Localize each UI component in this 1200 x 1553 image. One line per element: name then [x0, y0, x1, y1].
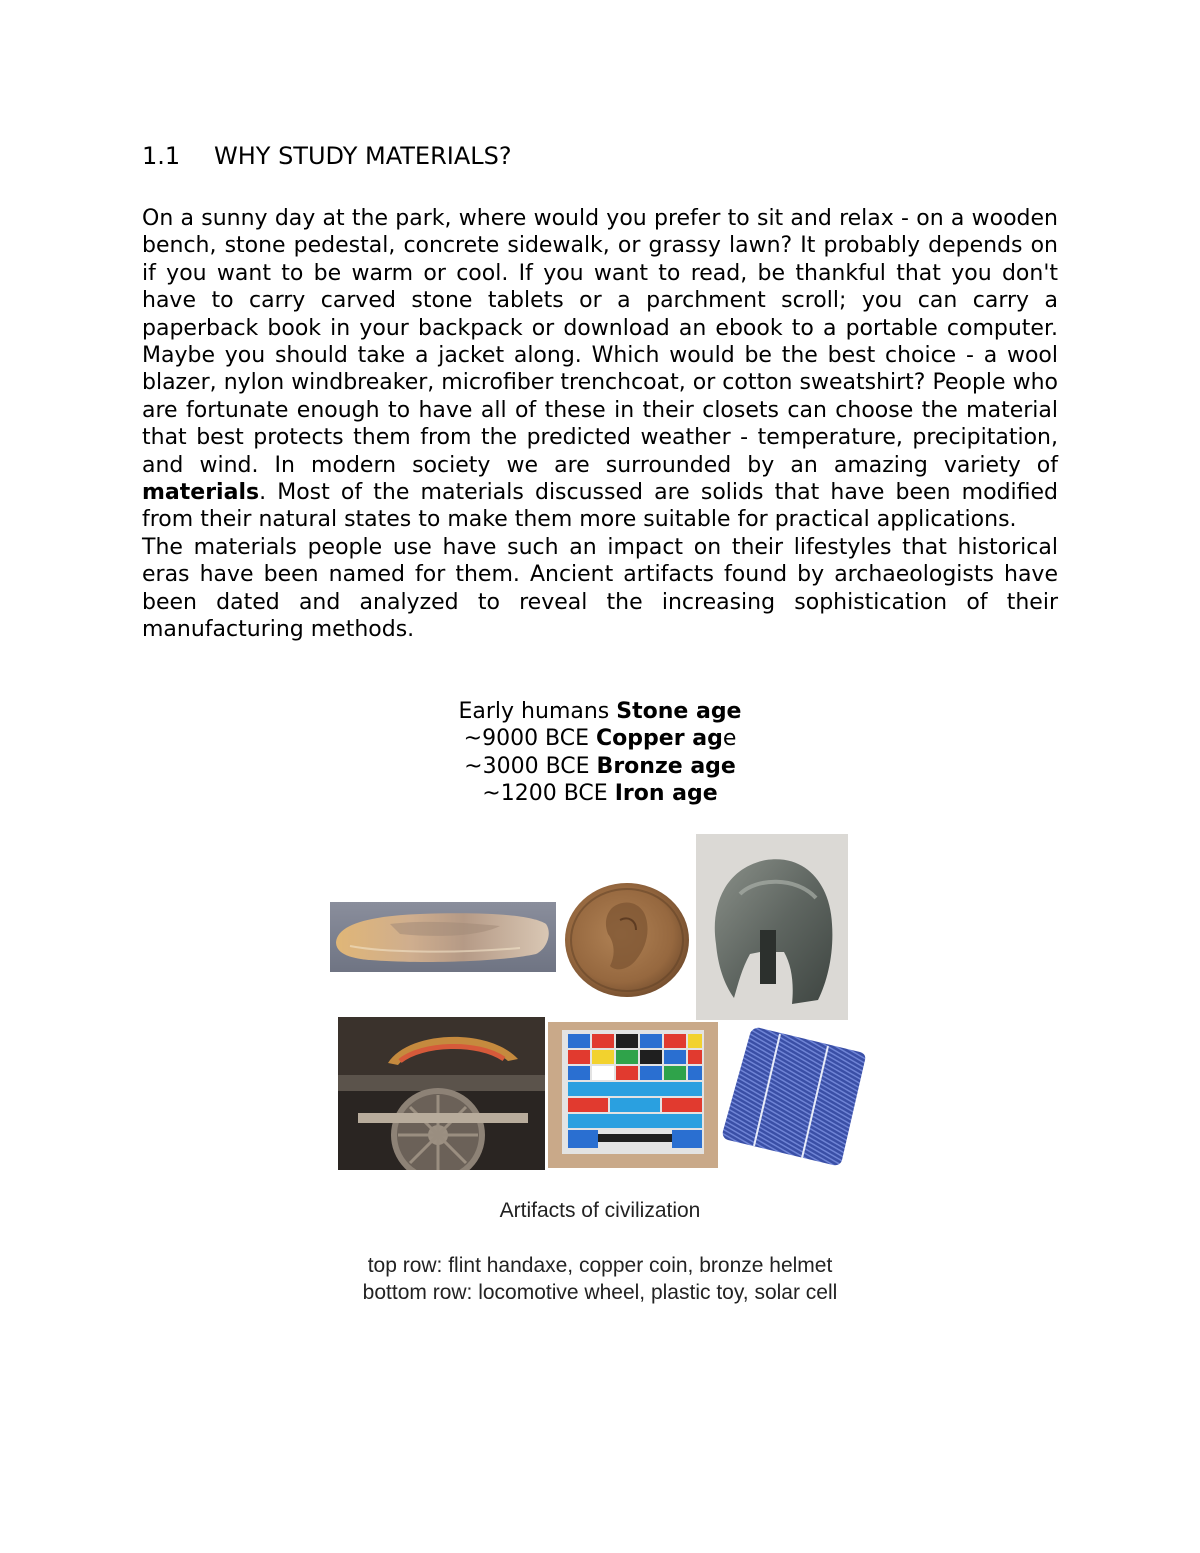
- age-copper: [300, 725, 900, 752]
- section-heading: [142, 142, 512, 170]
- plastic-toy-image: [548, 1022, 718, 1168]
- flint-handaxe-image: [330, 902, 556, 972]
- age-date: ~1200 BCE: [482, 781, 615, 807]
- section-number: 1.1: [142, 142, 181, 170]
- materials-term: materials: [142, 480, 260, 506]
- material-ages-list: [300, 698, 900, 808]
- copper-coin-image: [562, 880, 692, 1000]
- age-name: Copper ag: [596, 726, 723, 752]
- locomotive-wheel-image: [338, 1017, 545, 1170]
- body-text: [142, 205, 1058, 644]
- paragraph-intro-text: On a sunny day at the park, where would you prefer to sit and relax - on a wooden bench, stone pedestal, concrete sidewalk, or grassy lawn? It probably depends on if you want to be warm or cool. If you want to read, be thankful that you don't have to carry carved stone tablets or a parchment scroll; you can carry a paperback book in your backpack or download an ebook to a portable computer. Maybe you should take a jacket along. Which would be the best choice - a wool blazer, nylon windbreaker, microfiber trenchcoat, or cotton sweatshirt? People who are fortunate enough to have all of these in their closets can choose the material that best protects them from the predicted weather - temperature, precipitation, and wind. In modern society we are surrounded by an amazing variety of: [142, 206, 1058, 478]
- figure-caption-line1: top row: flint handaxe, copper coin, bronze helmet: [367, 1254, 833, 1277]
- age-bronze: [300, 753, 900, 780]
- age-date: ~9000 BCE: [463, 726, 597, 752]
- age-iron: [300, 780, 900, 807]
- figure-caption-line2: bottom row: locomotive wheel, plastic toy, solar cell: [362, 1281, 838, 1304]
- paragraph-eras: The materials people use have such an impact on their lifestyles that historical eras have been named for them. Ancient artifacts found by archaeologists have been dated and analyzed to reveal the increasing sophistication of their manufacturing methods.: [142, 534, 1058, 643]
- age-name: Bronze age: [596, 753, 736, 779]
- paragraph-intro-tail: . Most of the materials discussed are solids that have been modified from their natural states to make them more suitable for practical applications.: [142, 480, 1058, 533]
- age-date: Early humans: [458, 699, 617, 724]
- age-stone: [300, 698, 900, 725]
- solar-cell-image: [720, 1022, 868, 1168]
- figure-title: Artifacts of civilization: [499, 1199, 701, 1222]
- bronze-helmet-image: [696, 834, 848, 1020]
- age-suffix: e: [722, 726, 737, 752]
- age-name: Iron age: [614, 781, 718, 807]
- paragraph-intro: [142, 205, 1058, 534]
- section-title: WHY STUDY MATERIALS?: [214, 142, 512, 170]
- age-name: Stone age: [616, 699, 742, 724]
- age-date: ~3000 BCE: [464, 753, 597, 779]
